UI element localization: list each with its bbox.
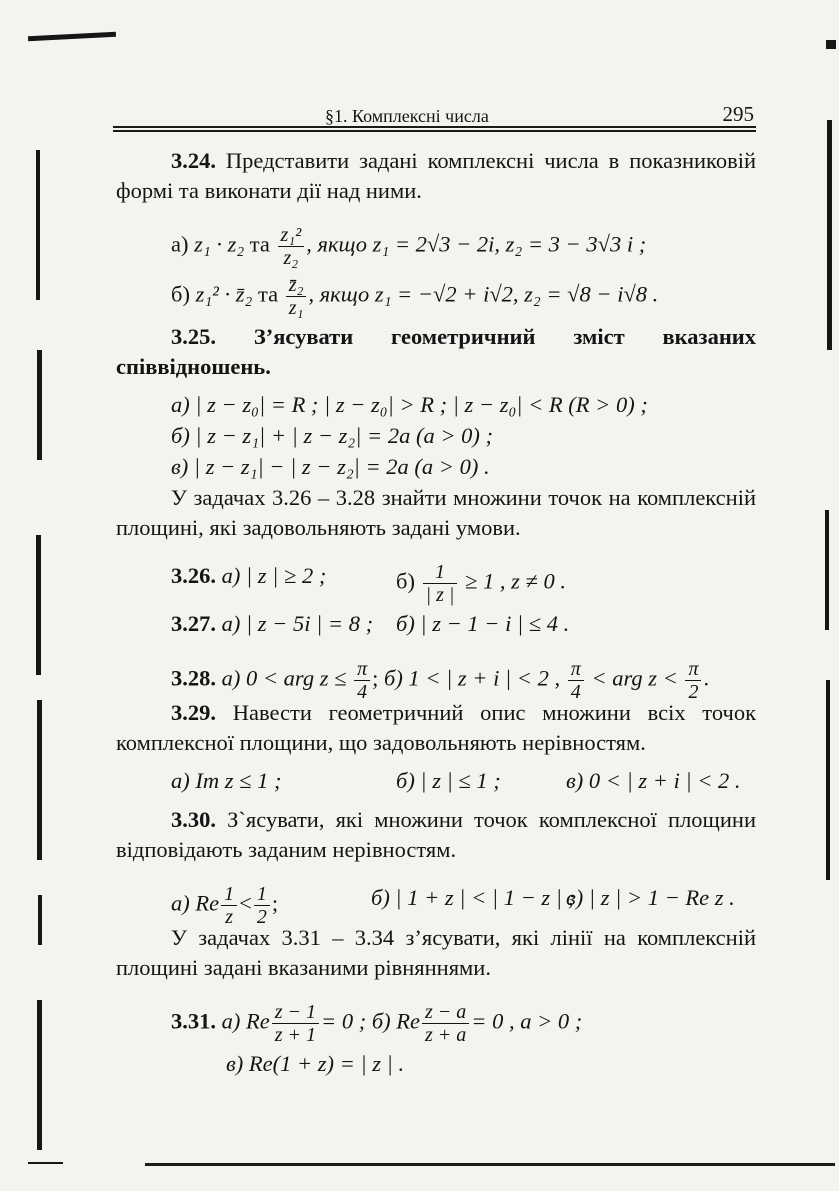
formula-part-b: б) | z − 1 − i | ≤ 4 . bbox=[396, 611, 570, 636]
formula-text: б) Re bbox=[371, 1008, 420, 1034]
problem-3-31 bbox=[116, 991, 756, 1046]
item-label: а) bbox=[171, 231, 189, 257]
problem-3-30 bbox=[116, 805, 756, 865]
item-label: б) bbox=[396, 568, 415, 594]
formula-line: в) Re(1 + z) = | z | . bbox=[226, 1051, 405, 1076]
problem-3-25-a bbox=[116, 390, 756, 421]
fraction-denominator: z + 1 bbox=[274, 1024, 317, 1046]
formula-part-b: б) | z | ≤ 1 ; bbox=[396, 768, 501, 793]
formula-text: а) Re bbox=[221, 1008, 270, 1034]
problem-number: 3.27. bbox=[171, 611, 216, 636]
formula-text: < bbox=[239, 890, 252, 916]
fraction-denominator: 2 bbox=[688, 681, 699, 703]
formula-part-c: в) | z | > 1 − Re z . bbox=[566, 885, 735, 910]
problem-text: З`ясувати, які множини точок комплексної площини відповідають заданим нерівностям. bbox=[116, 807, 756, 862]
scan-mark-right-1 bbox=[827, 120, 832, 350]
problem-number: 3.24. bbox=[171, 148, 216, 173]
footer-rule bbox=[145, 1163, 835, 1166]
formula-expr: z₁ · z₂ bbox=[194, 231, 245, 257]
page-header bbox=[113, 102, 756, 128]
header-rule-bottom bbox=[113, 130, 756, 132]
fraction-numerator: z̄₂ bbox=[286, 274, 307, 297]
page-number: 295 bbox=[722, 102, 754, 126]
fraction-denominator: | z | bbox=[425, 584, 455, 606]
scan-mark-left-2 bbox=[37, 350, 42, 460]
problem-text: Навести геометричний опис множини всіх точок комплексної площини, що задовольняють нерівностям. bbox=[116, 700, 757, 755]
formula-text: < arg z < bbox=[591, 665, 678, 691]
scan-mark-left-4 bbox=[37, 700, 42, 860]
fraction bbox=[354, 658, 370, 703]
problem-3-25-b bbox=[116, 421, 756, 452]
problem-number: 3.25. bbox=[171, 324, 216, 349]
formula-part-a: а) Im z ≤ 1 ; bbox=[171, 768, 282, 793]
scan-mark-left-1 bbox=[36, 150, 40, 300]
formula-rest: ≥ 1 , z ≠ 0 . bbox=[464, 568, 566, 594]
page-content bbox=[116, 146, 756, 1080]
fraction-denominator: z₁ bbox=[288, 297, 304, 319]
intro-3-26: У задачах 3.26 – 3.28 знайти множини точок на комплексній площині, які задовольняють задані умови. bbox=[116, 485, 756, 540]
fraction-denominator: 4 bbox=[570, 681, 581, 703]
fraction-numerator: z₁² bbox=[278, 224, 305, 247]
formula-line: в) | z − z₁| − | z − z₂| = 2a (a > 0) . bbox=[171, 454, 490, 479]
header-title: §1. Комплексні числа bbox=[325, 106, 489, 126]
problem-3-31-c bbox=[116, 1049, 756, 1080]
problem-3-29 bbox=[116, 698, 756, 758]
formula-condition: , якщо z₁ = −√2 + i√2, z₂ = √8 − i√8 . bbox=[308, 281, 659, 307]
scan-mark-left-3 bbox=[36, 535, 41, 675]
formula-punct: ; bbox=[271, 890, 279, 916]
formula-expr: z₁² · z̄₂ bbox=[195, 281, 253, 307]
formula-part-a: а) | z − 5i | = 8 ; bbox=[221, 611, 374, 636]
problem-3-29-items bbox=[116, 766, 756, 797]
formula-text: а) Re bbox=[171, 890, 220, 916]
fraction-numerator: π bbox=[354, 658, 370, 681]
fraction bbox=[568, 658, 584, 703]
formula-line: а) | z − z₀| = R ; | z − z₀| > R ; | z − z₀| < R (R > 0) ; bbox=[171, 392, 648, 417]
intro-3-31: У задачах 3.31 – 3.34 з’ясувати, які лінії на комплексній площині задані вказаними рівняннями. bbox=[116, 925, 756, 980]
fraction bbox=[221, 883, 237, 928]
formula-punct: . bbox=[703, 665, 710, 691]
scan-mark-right-2 bbox=[825, 510, 829, 630]
problem-number: 3.26. bbox=[171, 563, 216, 588]
fraction-numerator: 1 bbox=[254, 883, 270, 906]
fraction bbox=[286, 274, 307, 319]
formula-text: = 0 ; bbox=[321, 1008, 367, 1034]
problem-3-28 bbox=[116, 648, 756, 703]
fraction-numerator: 1 bbox=[423, 561, 458, 584]
fraction-denominator: z₂ bbox=[283, 247, 299, 269]
fraction bbox=[278, 224, 305, 269]
fraction-denominator: 4 bbox=[357, 681, 368, 703]
fraction bbox=[423, 561, 458, 606]
problem-3-24-a bbox=[116, 214, 756, 269]
fraction-denominator: z bbox=[225, 906, 233, 928]
scan-mark-top-left bbox=[28, 32, 116, 42]
problem-3-30-items bbox=[116, 873, 756, 928]
fraction bbox=[685, 658, 701, 703]
problem-number: 3.30. bbox=[171, 807, 216, 832]
formula-part-a: а) | z | ≥ 2 ; bbox=[221, 563, 327, 588]
fraction bbox=[254, 883, 270, 928]
item-label: б) bbox=[171, 281, 190, 307]
fraction-numerator: π bbox=[568, 658, 584, 681]
fraction-numerator: π bbox=[685, 658, 701, 681]
problem-number: 3.28. bbox=[171, 665, 216, 691]
formula-part-c: в) 0 < | z + i | < 2 . bbox=[566, 768, 741, 793]
scan-mark-left-6 bbox=[37, 1000, 42, 1150]
formula-text: = 0 , a > 0 ; bbox=[471, 1008, 583, 1034]
scan-mark-top-right bbox=[826, 40, 836, 49]
problem-text: Представити задані комплексні числа в показниковій формі та виконати дії над ними. bbox=[116, 148, 756, 203]
fraction-denominator: z + a bbox=[425, 1024, 467, 1046]
problem-3-27 bbox=[116, 609, 756, 640]
fraction-numerator: 1 bbox=[221, 883, 237, 906]
problem-3-26 bbox=[116, 551, 756, 606]
problem-number: 3.29. bbox=[171, 700, 216, 725]
fraction bbox=[272, 1001, 319, 1046]
formula-condition: , якщо z₁ = 2√3 − 2i, z₂ = 3 − 3√3 i ; bbox=[306, 231, 647, 257]
fraction-numerator: z − 1 bbox=[272, 1001, 319, 1024]
scan-mark-right-3 bbox=[826, 680, 830, 880]
problem-text: З’ясувати геометричний зміст вказаних співвідношень. bbox=[116, 324, 757, 379]
scan-mark-bottom-left bbox=[28, 1162, 63, 1164]
problem-number: 3.31. bbox=[171, 1008, 216, 1034]
problem-3-25 bbox=[116, 322, 756, 382]
connector-text: та bbox=[249, 231, 270, 257]
formula-line: б) | z − z₁| + | z − z₂| = 2a (a > 0) ; bbox=[171, 423, 493, 448]
connector-text: та bbox=[257, 281, 279, 307]
fraction-denominator: 2 bbox=[256, 906, 267, 928]
problem-3-25-c bbox=[116, 452, 756, 483]
header-rule-top bbox=[113, 126, 756, 128]
formula-part-b: б) | 1 + z | < | 1 − z | ; bbox=[371, 885, 576, 910]
scan-mark-left-5 bbox=[38, 895, 42, 945]
formula-text: б) 1 < | z + i | < 2 , bbox=[384, 665, 561, 691]
problem-3-24-b bbox=[116, 264, 756, 319]
fraction bbox=[422, 1001, 469, 1046]
problem-3-24 bbox=[116, 146, 756, 206]
formula-punct: ; bbox=[372, 665, 379, 691]
formula-text: а) 0 < arg z ≤ bbox=[221, 665, 347, 691]
fraction-numerator: z − a bbox=[422, 1001, 469, 1024]
